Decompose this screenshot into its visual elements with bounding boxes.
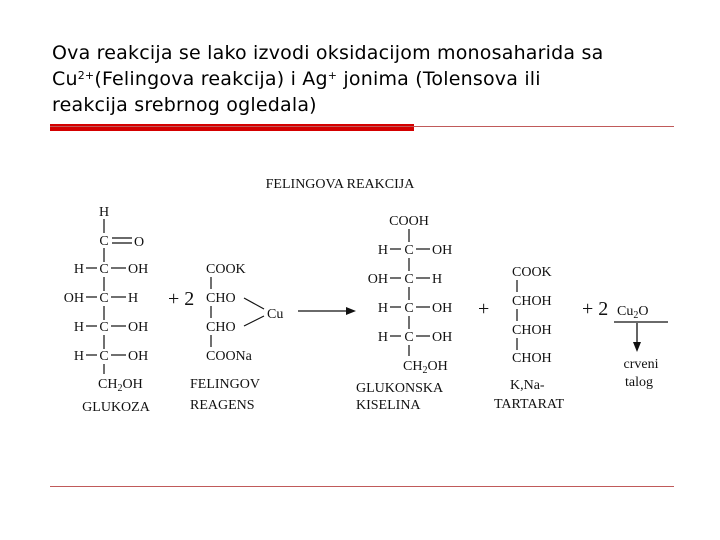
- heading-line1: Ova reakcija se lako izvodi oksidacijom monosaharida sa: [52, 42, 604, 64]
- glucose-row1-c: C: [99, 262, 109, 277]
- cu2o-formula-cu: Cu: [617, 304, 634, 319]
- cu2o-note-line1: crveni: [623, 357, 659, 372]
- glucose-bottom-ch: CH: [98, 377, 118, 392]
- tartrate-name-line2: TARTARAT: [494, 397, 565, 412]
- fehling-r2: CHO: [206, 291, 236, 306]
- fehling-coefficient: + 2: [168, 288, 195, 310]
- fehling-name-line1: FELINGOV: [190, 377, 260, 392]
- gluconic-row3-right: OH: [432, 301, 453, 316]
- gluconic-row2-c: C: [404, 272, 414, 287]
- scheme-title: FELINGOVA REAKCIJA: [265, 177, 415, 192]
- glucose-name: GLUKOZA: [82, 400, 150, 415]
- glucose-row4-left: H: [73, 349, 84, 364]
- gluconic-row3-left: H: [377, 301, 388, 316]
- fehling-r3: CHO: [206, 320, 236, 335]
- fehling-metal: Cu: [267, 307, 284, 322]
- gluconic-row1-left: H: [377, 243, 388, 258]
- glucose-row3-right: OH: [128, 320, 149, 335]
- heading-line3: reakcija srebrnog ogledala): [52, 94, 317, 116]
- glucose-row1-left: H: [73, 262, 84, 277]
- fehling-r1: COOK: [206, 262, 246, 277]
- precipitate-arrow-head: [633, 342, 641, 352]
- tartrate-r4: CHOH: [512, 351, 552, 366]
- fehling-structure: [168, 262, 283, 413]
- glucose-row3-c: C: [99, 320, 109, 335]
- heading-cu-charge: 2+: [77, 69, 95, 82]
- plus-sign: +: [478, 298, 490, 320]
- glucose-row4-c: C: [99, 349, 109, 364]
- fehling-name-line2: REAGENS: [190, 398, 255, 413]
- coordination-bond-bottom: [244, 316, 264, 326]
- gluconic-top: COOH: [389, 214, 429, 229]
- heading-line2-end: jonima (Tolensova ili: [337, 68, 541, 90]
- heading-cu: Cu: [52, 68, 78, 90]
- glucose-structure: [64, 205, 151, 415]
- glucose-row3-left: H: [73, 320, 84, 335]
- cu2o-coefficient: + 2: [582, 298, 609, 320]
- reaction-arrow: [298, 307, 356, 315]
- glucose-row2-c: C: [99, 291, 109, 306]
- tartrate-structure: [494, 265, 564, 412]
- glucose-bottom-oh: OH: [122, 377, 143, 392]
- gluconic-row2-left: OH: [367, 272, 388, 287]
- divider-bottom: [50, 486, 674, 487]
- gluconic-row2-right: H: [432, 272, 443, 287]
- glucose-bottom-sub: 2: [117, 383, 123, 394]
- arrow-head: [346, 307, 356, 315]
- glucose-row4-right: OH: [128, 349, 149, 364]
- gluconic-acid-structure: [356, 214, 452, 413]
- tartrate-r2: CHOH: [512, 294, 552, 309]
- cu2o-formula-sub: 2: [633, 310, 639, 321]
- gluconic-bottom-ch: CH: [403, 359, 423, 374]
- gluconic-row4-right: OH: [432, 330, 453, 345]
- tartrate-r1: COOK: [512, 265, 552, 280]
- glucose-row2-right: H: [128, 291, 139, 306]
- gluconic-row3-c: C: [404, 301, 414, 316]
- gluconic-row1-right: OH: [432, 243, 453, 258]
- gluconic-bottom-oh: OH: [427, 359, 448, 374]
- tartrate-r3: CHOH: [512, 323, 552, 338]
- cu2o-formula-o: O: [638, 304, 649, 319]
- glucose-row2-left: OH: [63, 291, 84, 306]
- gluconic-bottom-sub: 2: [422, 365, 428, 376]
- gluconic-name-line1: GLUKONSKA: [356, 381, 444, 396]
- gluconic-bottom: [403, 359, 448, 376]
- cu2o-product: [582, 298, 668, 390]
- gluconic-name-line2: KISELINA: [356, 398, 421, 413]
- heading-line2-mid: (Felingova reakcija) i Ag: [94, 68, 328, 90]
- glucose-o: O: [134, 235, 145, 250]
- glucose-top-h: H: [98, 205, 110, 220]
- glucose-bottom: [98, 377, 143, 394]
- cu2o-note-line2: talog: [625, 375, 653, 390]
- glucose-c1: C: [99, 234, 109, 249]
- fehling-r4: COONa: [206, 349, 252, 364]
- heading-ag-charge: +: [327, 69, 338, 82]
- tartrate-name-line1: K,Na-: [510, 378, 545, 393]
- gluconic-row1-c: C: [404, 243, 414, 258]
- gluconic-row4-left: H: [377, 330, 388, 345]
- coordination-bond-top: [244, 298, 264, 309]
- gluconic-row4-c: C: [404, 330, 414, 345]
- glucose-row1-right: OH: [128, 262, 149, 277]
- cu2o-formula: [617, 304, 648, 321]
